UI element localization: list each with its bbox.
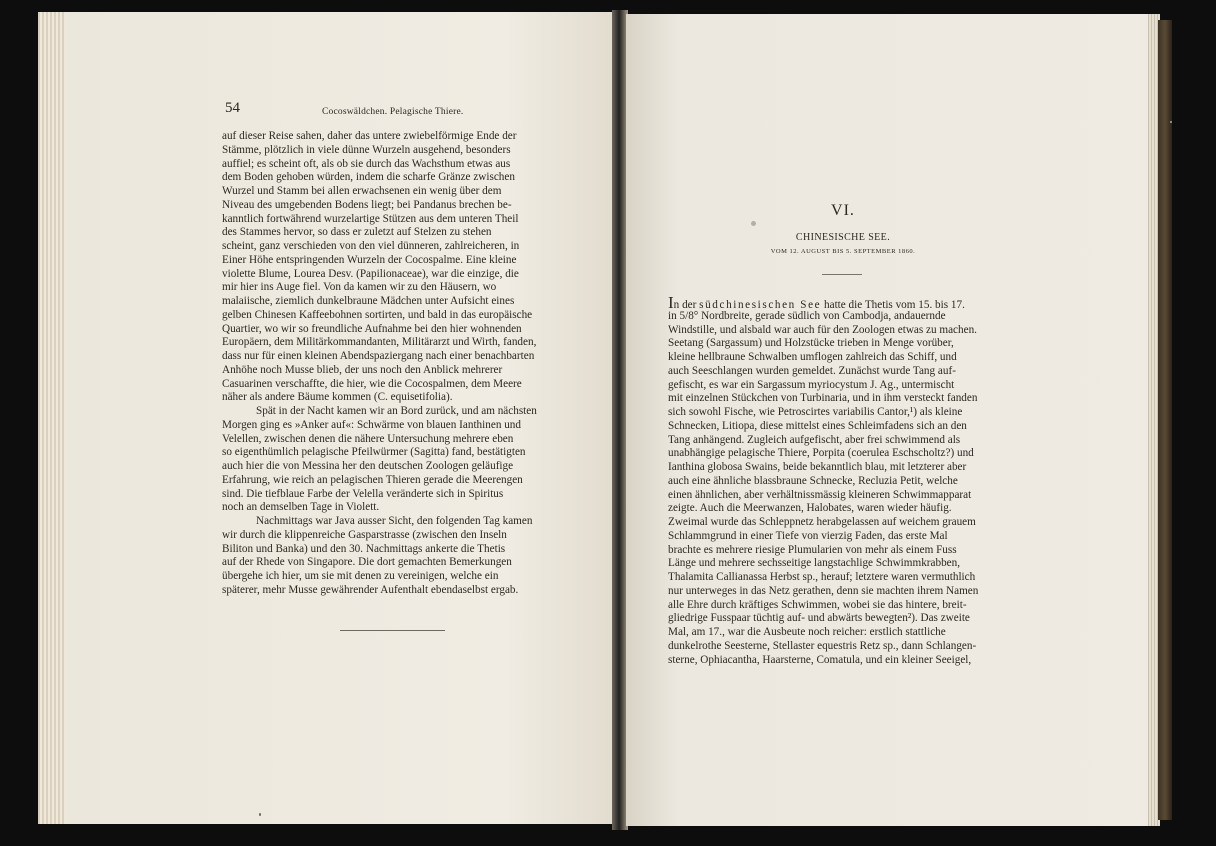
text-line: auf dieser Reise sahen, daher das untere zwiebelförmige Ende der (222, 130, 517, 142)
text-line: auch hier die von Messina her den deutschen Zoologen geläufige (222, 460, 514, 472)
spaced-emphasis: südchinesischen See (699, 299, 822, 310)
right-page-text (668, 296, 1028, 667)
text-line: einen ähnlichen, aber verhältnissmässig kleineren Schwimmapparat (668, 488, 972, 501)
text-line: nur unterweges in das Netz gerathen, denn sie machten ihrem Namen (668, 584, 979, 597)
text-line: Seetang (Sargassum) und Holzstücke trieben in Menge vorüber, (668, 337, 954, 350)
text-line: wir durch die klippenreiche Gasparstrasse (zwischen den Inseln (222, 528, 507, 541)
text-line: Zweimal wurde das Schleppnetz herabgelassen auf weichem grauem (668, 516, 976, 528)
paper-speck (259, 813, 261, 816)
left-page-text (222, 130, 568, 598)
text-line: mir hier ins Auge fiel. Von da kamen wir zu den Häusern, wo (222, 281, 497, 294)
text-line: Thalamita Callianassa Herbst sp., herauf; letztere waren vermuthlich (668, 571, 976, 583)
page-number: 54 (225, 100, 240, 116)
text-line: Anhöhe noch Musse blieb, der uns noch den Anblick mehrerer (222, 363, 503, 376)
running-head (225, 100, 570, 120)
text-line: Morgen ging es »Anker auf«: Schwärme von blauen Ianthinen und (222, 418, 521, 431)
text-line: gefischt, es war ein Sargassum myriocystum J. Ag., untermischt (668, 378, 955, 391)
text-line: zeigte. Auch die Meerwanzen, Halobates, waren wieder häufig. (668, 502, 952, 515)
text-line: Quartier, wo wir so freundliche Aufnahme bei den hier wohnenden (222, 322, 522, 335)
book-cover-edge (1158, 20, 1172, 820)
text-line: näher als andere Bäume kommen (C. equisetifolia). (222, 391, 453, 404)
text-line: so eigenthümlich pelagische Pfeilwürmer (Sagitta) fand, bestätigten (222, 446, 526, 459)
text-line: sterne, Ophiacantha, Haarsterne, Comatula, und ein kleiner Seeigel, (668, 653, 972, 666)
text-line: übergehe ich hier, um sie mit denen zu vereinigen, welche ein (222, 570, 499, 582)
text-line: Biliton und Banka) und den 30. Nachmittags ankerte die Thetis (222, 542, 506, 555)
text-line: Niveau des umgebenden Bodens liegt; bei Pandanus brechen be- (222, 198, 512, 211)
chapter-title: CHINESISCHE SEE. (795, 232, 891, 243)
text-line: Velellen, zwischen denen die nähere Untersuchung mehrere eben (222, 432, 514, 445)
drop-cap: I (668, 296, 674, 310)
text-line: brachte es mehrere riesige Plumularien von mehr als einem Fuss (668, 543, 957, 556)
running-title: Cocoswäldchen. Pelagische Thiere. (322, 107, 464, 117)
text-line: Spät in der Nacht kamen wir an Bord zurück, und am nächsten (256, 405, 537, 417)
text-line: Länge und mehrere sechsseitige langstachlige Schwimmkrabben, (668, 557, 961, 570)
text-line: in 5/8° Nordbreite, gerade südlich von Cambodja, andauernde (668, 309, 946, 322)
text-line: violette Blume, Lourea Desv. (Papilionaceae), war die einzige, die (222, 267, 519, 280)
text-line: Erfahrung, wie reich an pelagischen Thieren gerade die Meerengen (222, 473, 523, 486)
text-line: Casuarinen verschaffte, die hier, wie die Cocospalmen, dem Meere (222, 377, 522, 390)
text-line: scheint, ganz verschieden von den viel dünneren, zahlreicheren, in (222, 240, 520, 252)
text-line: Wurzel und Stamm bei allen erwachsenen ein wenig über dem (222, 185, 502, 197)
text-line: des Stammes hervor, so dass er zuletzt auf Stelzen zu stehen (222, 226, 492, 239)
text-line: gliedrige Fusspaar tüchtig auf- und abwärts bewegten²). Das zweite (668, 612, 970, 625)
chapter-rule (822, 274, 862, 275)
chapter-number: VI. (831, 202, 855, 219)
text-line: Ianthina globosa Swains, beide bekanntlich blau, mit letzterer aber (668, 461, 967, 473)
first-text-line (668, 296, 1028, 310)
chapter-dates: VOM 12. AUGUST BIS 5. SEPTEMBER 1860. (770, 248, 916, 255)
text-line: Schlammgrund in einer Tiefe von vierzig Faden, das erste Mal (668, 529, 948, 542)
text-line: auch eine ähnliche blassbraune Schnecke, Recluzia Petit, welche (668, 474, 958, 487)
text-line: kanntlich fortwährend wurzelartige Stützen aus dem unteren Theil (222, 212, 519, 225)
text-line: sich sowohl Fische, wie Petroscirtes variabilis Cantor,¹) als kleine (668, 406, 963, 418)
page-edges-left (38, 12, 68, 824)
text-line: auch Seeschlangen wurden gemeldet. Zunächst wurde Tang auf- (668, 364, 956, 377)
text-line: Europäern, dem Militärkommandanten, Militärarzt und Wirth, fanden, (222, 336, 537, 349)
text-line: Nachmittags war Java ausser Sicht, den folgenden Tag kamen (256, 515, 533, 527)
text-line: noch an demselben Tage in Violett. (222, 501, 380, 514)
text-line: auffiel; es scheint oft, als ob sie durch das Wachsthum etwas aus (222, 157, 511, 170)
text-line: auf der Rhede von Singapore. Die dort gemachten Bemerkungen (222, 556, 512, 569)
text-line: dass nur für einen kleinen Abendspaziergang nach einer benachbarten (222, 350, 535, 362)
text-line: Mal, am 17., war die Ausbeute noch reicher: erstlich stattliche (668, 626, 946, 638)
text-line: Windstille, und alsbald war auch für den Zoologen etwas zu machen. (668, 323, 977, 336)
text-line: dem Boden gehoben würden, indem die scharfe Gränze zwischen (222, 171, 515, 184)
text-line: Schnecken, Litiopa, diese mittelst eines Schleimfadens sich an den (668, 419, 967, 432)
text-line: Tang anhängend. Zugleich aufgefischt, aber frei schwimmend als (668, 433, 961, 446)
section-end-rule (340, 630, 445, 631)
text-line: Stämme, plötzlich in viele dünne Wurzeln ausgehend, besonders (222, 143, 511, 156)
first-line-rest: hatte die Thetis vom 15. bis 17. (824, 299, 965, 310)
text-line: Einer Höhe entspringenden Wurzeln der Cocospalme. Eine kleine (222, 253, 517, 266)
paper-speck (1170, 121, 1172, 123)
text-line: sind. Die tiefblaue Farbe der Velella veränderte sich in Spiritus (222, 487, 504, 500)
text-line: kleine hellbraune Schwalben umflogen zahlreich das Schiff, und (668, 351, 957, 363)
text-line: späterer, mehr Musse gewährender Aufenthalt ebendaselbst ergab. (222, 583, 519, 596)
text-line: dunkelrothe Seesterne, Stellaster equestris Retz sp., dann Schlangen- (668, 639, 977, 652)
text-line: gelben Chinesen Kaffeebohnen sortirten, und bald in das europäische (222, 308, 533, 321)
text-line: alle Ehre durch kräftiges Schwimmen, wobei sie das hintere, breit- (668, 598, 967, 611)
paper-speck (751, 221, 756, 226)
text-line: mit einzelnen Stückchen von Turbinaria, und in ihm versteckt fanden (668, 392, 978, 405)
first-line-start: n der (673, 299, 697, 310)
text-line: unabhängige pelagische Thiere, Porpita (coerulea Eschscholtz?) und (668, 447, 974, 460)
text-line: malaiische, ziemlich dunkelbraune Mädchen unter Aufsicht eines (222, 295, 515, 307)
